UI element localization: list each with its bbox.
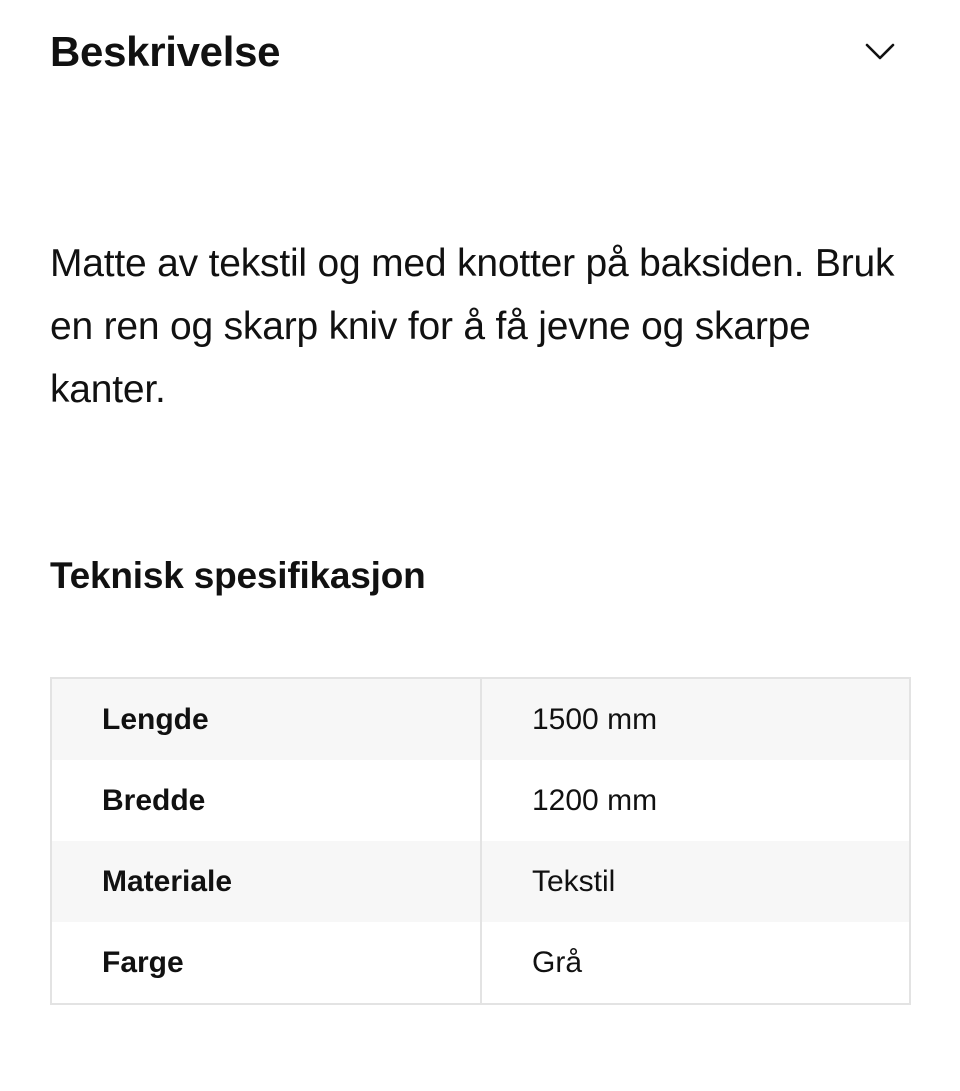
spec-label: Lengde: [51, 678, 481, 760]
description-text: Matte av tekstil og med knotter på baksiden. Bruk en ren og skarp kniv for å få jevne og skarpe kanter.: [50, 242, 895, 411]
spec-label: Materiale: [51, 841, 481, 922]
spec-table: [50, 677, 911, 1005]
table-row: [51, 841, 910, 922]
spec-label: Bredde: [51, 760, 481, 841]
table-row: [51, 760, 910, 841]
section-title: Beskrivelse: [50, 28, 281, 75]
chevron-down-icon[interactable]: [864, 36, 896, 68]
table-row: [51, 678, 910, 760]
spec-value: Grå: [481, 922, 910, 1004]
table-row: [51, 922, 910, 1004]
description-accordion-header[interactable]: [50, 22, 910, 82]
spec-value: 1200 mm: [481, 760, 910, 841]
spec-heading: Teknisk spesifikasjon: [50, 555, 426, 596]
spec-label: Farge: [51, 922, 481, 1004]
spec-value: Tekstil: [481, 841, 910, 922]
spec-value: 1500 mm: [481, 678, 910, 760]
